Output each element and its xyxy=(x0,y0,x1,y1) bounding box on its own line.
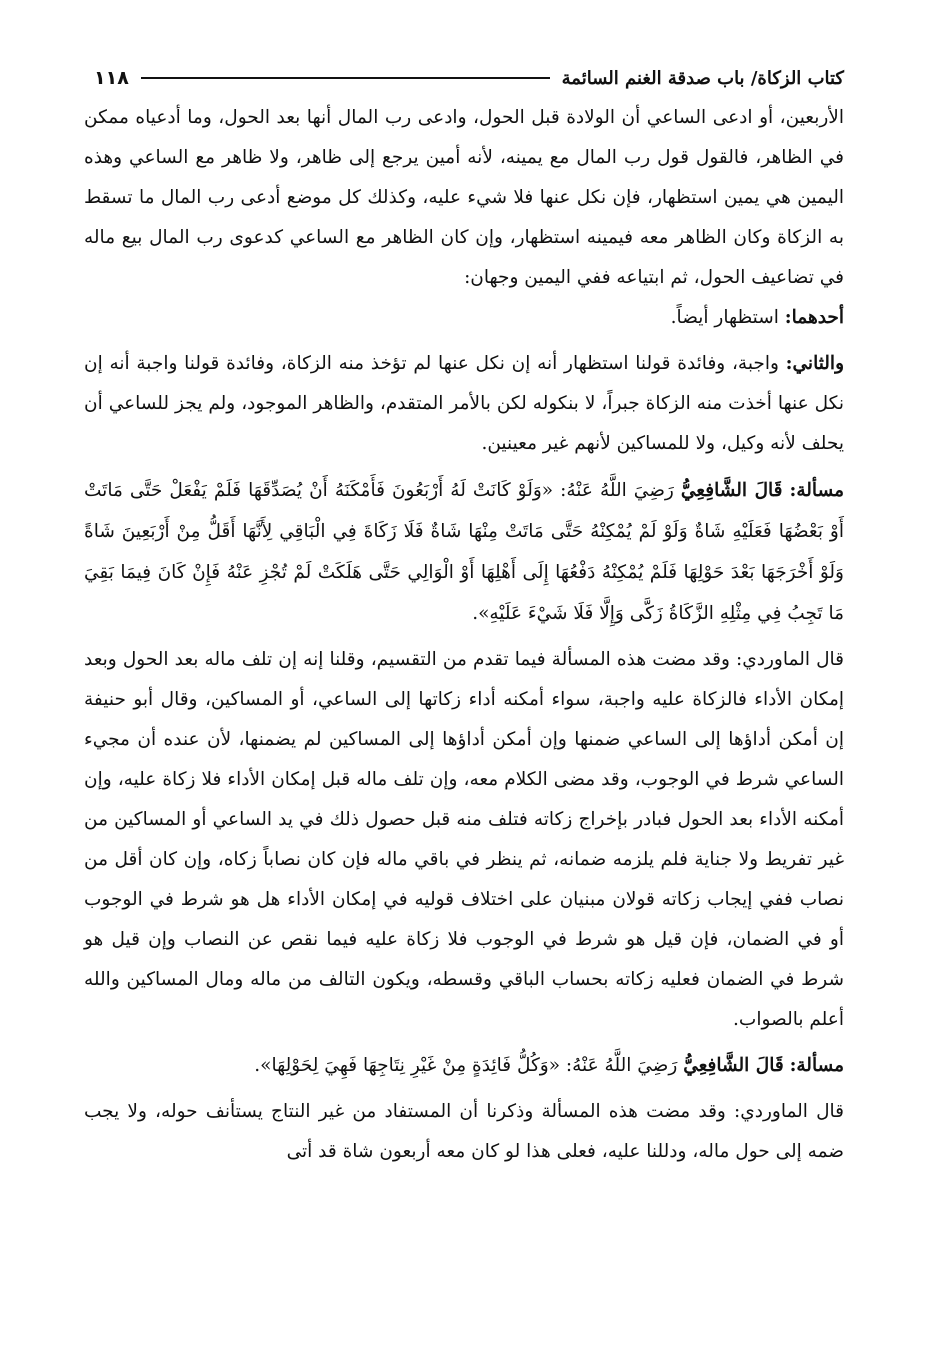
running-title: كتاب الزكاة/ باب صدقة الغنم السائمة xyxy=(561,67,844,89)
masala-label-2: مسألة: xyxy=(789,1055,844,1076)
paragraph-mawardi-1: قال الماوردي: وقد مضت هذه المسألة فيما تقدم من التقسيم، وقلنا إنه إن تلف ماله بعد الحول وبعد إمكان الأداء فالزكاة عليه واجبة، سواء أمكنه أداء زكاتها إلى الساعي، أو المساكين، وقال أبو حنيفة إن أمكن أداؤها إلى الساعي ضمنها وإن أمكن أداؤها إلى المساكين لم يضمنها، لأن عنده أن مجيء الساعي شرط في الوجوب، وقد مضى الكلام معه، وإن تلف ماله قبل إمكان الأداء فلا زكاة عليه، وإن أمكنه الأداء بعد الحول فبادر بإخراج زكاته فتلف منه قبل حصول ذلك في يد الساعي أو المساكين من غير تفريط ولا جناية فلم يلزمه ضمانه، ثم ينظر في باقي ماله فإن كان نصاباً زكاه، وإن كان أقل من نصاب ففي إيجاب زكاته قولان مبنيان على اختلاف قوليه في إمكان الأداء هل هو شرط في الوجوب أو في الضمان، فإن قيل هو شرط في الوجوب فلا زكاة عليه فيما نقص عن النصاب وإن قيل هو شرط في الضمان فعليه زكاته بحساب الباقي وقسطه، ويكون التالف من ماله ومال المساكين والله أعلم بالصواب. xyxy=(84,649,844,1030)
masala-quote-1: رَضِيَ اللَّهُ عَنْهُ: «وَلَوْ كَانَتْ لَهُ أَرْبَعُونَ فَأَمْكَنَهُ أَنْ يُصَدِّقَهَا فَلَمْ يَفْعَلْ حَتَّى مَاتَتْ أَوْ بَعْضُهَا فَعَلَيْهِ شَاةٌ وَلَوْ لَمْ يُمْكِنْهُ حَتَّى مَاتَتْ مِنْهَا شَاةٌ فَلَا زَكَاةَ فِي الْبَاقِي لِأَنَّهَا أَقَلُّ مِنْ أَرْبَعِينَ شَاةً وَلَوْ أَخْرَجَهَا بَعْدَ حَوْلِهَا فَلَمْ يُمْكِنْهُ دَفْعُهَا إِلَى أَهْلِهَا أَوْ الْوَالِي حَتَّى هَلَكَتْ لَمْ تُجْزِ عَنْهُ فَإِنْ كَانَ فِيمَا بَقِيَ مَا تَجِبُ فِي مِثْلِهِ الزَّكَاةُ زَكَّى وَإِلَّا فَلَا شَيْءَ عَلَيْهِ». xyxy=(84,480,844,624)
shafii-name-2: قَالَ الشَّافِعِيُّ xyxy=(683,1055,784,1076)
page-header xyxy=(84,58,844,98)
paragraph-continuation: الأربعين، أو ادعى الساعي أن الولادة قبل الحول، وادعى رب المال أنها بعد الحول، وما أدعياه ممكن في الظاهر، فالقول قول رب المال مع يمينه، لأنه أمين يرجع إلى ظاهر، ولا ظاهر مع الساعي وهذه اليمين هي يمين استظهار، فإن نكل عنها فلا شيء عليه، وكذلك كل موضع أدعى رب المال ما تسقط به الزكاة وكان الظاهر معه فيمينه استظهار، وإن كان الظاهر مع الساعي كدعوى رب المال بيع ماله في تضاعيف الحول، ثم ابتياعه ففي اليمين وجهان: xyxy=(84,107,844,288)
masala-label-1: مسألة: xyxy=(789,480,844,501)
paragraph-first-view xyxy=(84,298,844,338)
paragraph-second-view xyxy=(84,344,844,464)
page-number: ١١٨ xyxy=(94,67,129,89)
shafii-name-1: قَالَ الشَّافِعِيُّ xyxy=(680,480,783,501)
paragraph-masala-1 xyxy=(84,470,844,634)
second-view-label: والثاني: xyxy=(785,353,844,374)
masala-block-1 xyxy=(84,470,844,634)
paragraph-mawardi-2: قال الماوردي: وقد مضت هذه المسألة وذكرنا أن المستفاد من غير النتاج يستأنف حوله، ولا يجب ضمه إلى حول ماله، ودللنا عليه، فعلى هذا لو كان معه أربعون شاة قد أتى xyxy=(84,1101,844,1162)
second-view-text: واجبة، وفائدة قولنا استظهار أنه إن نكل عنها لم تؤخذ منه الزكاة، وفائدة قولنا واجبة أنه إن نكل عنها أخذت منه الزكاة جبراً، لا بنكوله لكن بالأمر المتقدم، والظاهر الموجود، ولم يجز للساعي أن يحلف لأنه وكيل، ولا للمساكين لأنهم غير معينين. xyxy=(84,353,844,454)
page-body xyxy=(84,98,844,1172)
paragraph-masala-2 xyxy=(84,1046,844,1086)
masala-quote-2: رَضِيَ اللَّهُ عَنْهُ: «وَكُلُّ فَائِدَةٍ مِنْ غَيْرِ نِتَاجِهَا فَهِيَ لِحَوْلِهَا». xyxy=(254,1055,684,1076)
book-page xyxy=(84,58,844,1318)
first-view-label: أحدهما: xyxy=(784,307,844,328)
header-rule xyxy=(141,77,550,79)
first-view-text: استظهار أيضاً. xyxy=(670,307,785,328)
